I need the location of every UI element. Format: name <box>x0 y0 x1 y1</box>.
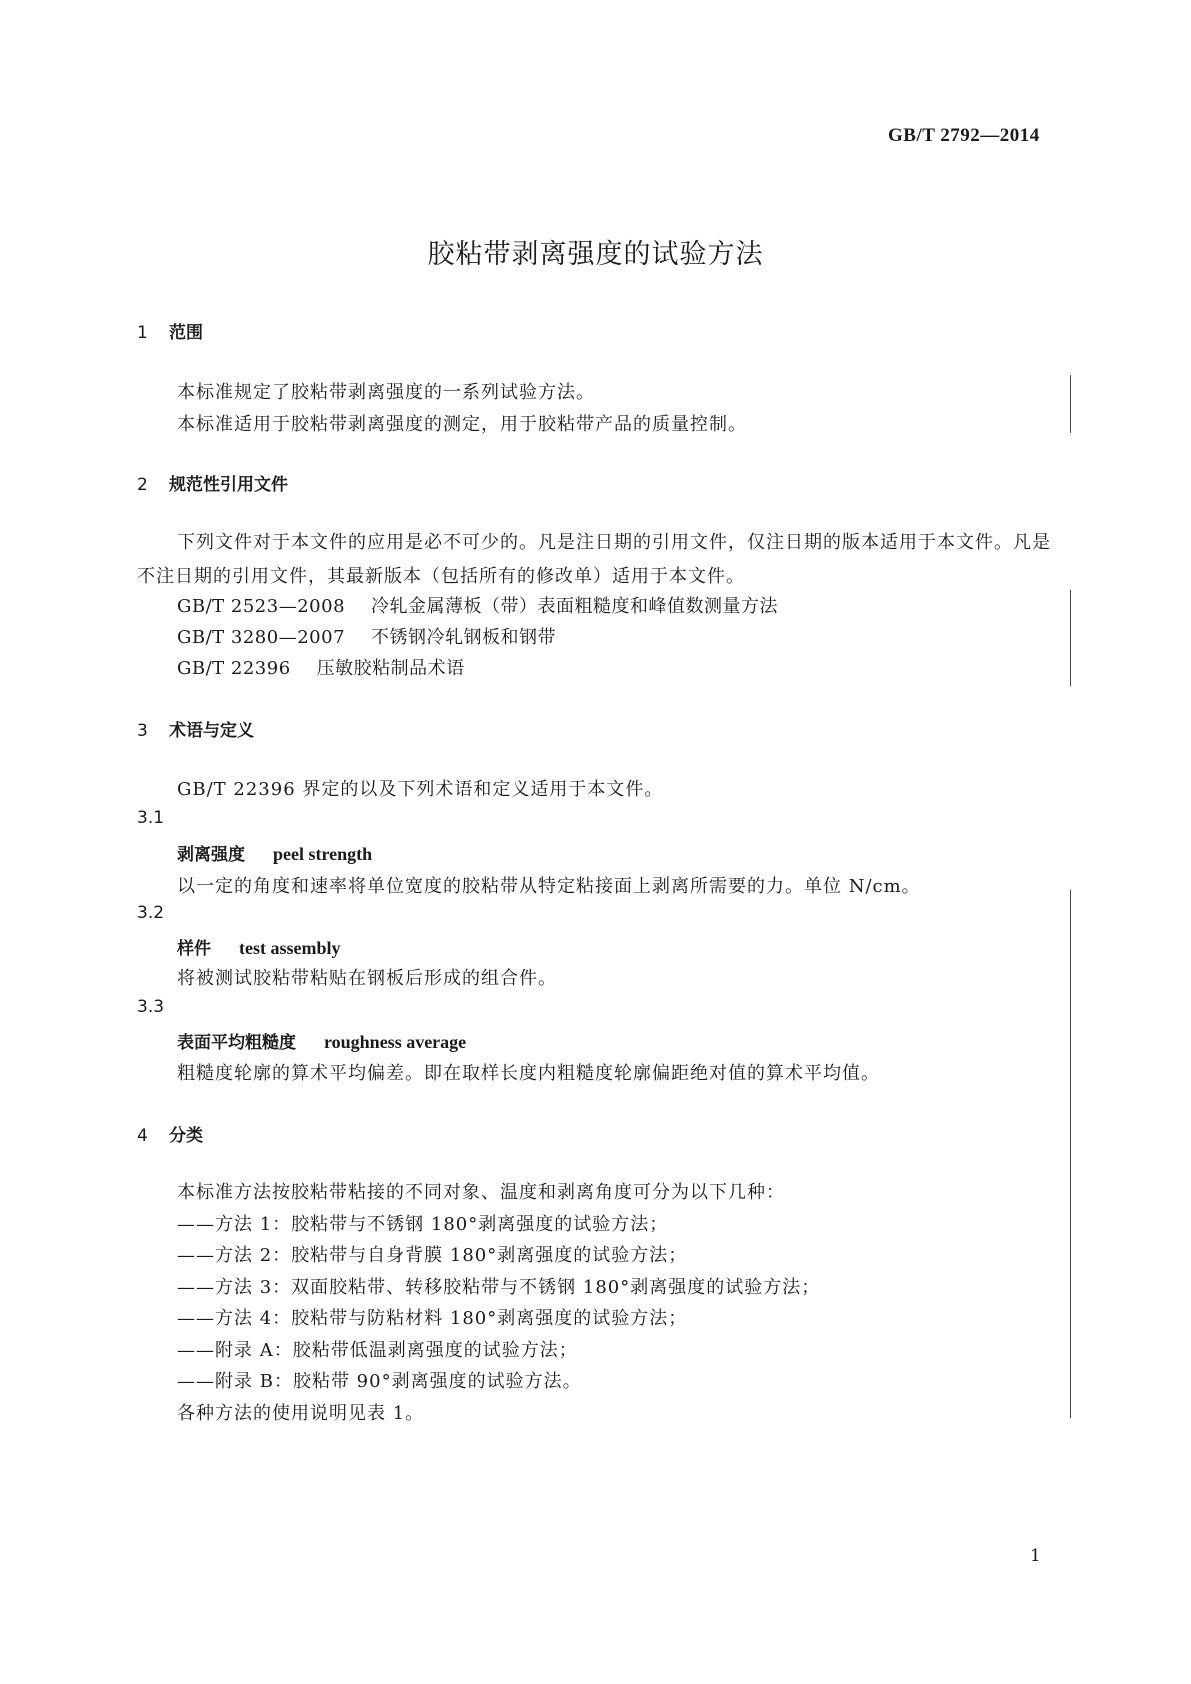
standard-number: GB/T 2792—2014 <box>888 125 1040 146</box>
clause-number: 3.3 <box>137 997 165 1017</box>
change-bar <box>1070 375 1071 433</box>
term-zh: 表面平均粗糙度 <box>177 1033 296 1053</box>
reference-code: GB/T 22396 <box>177 658 291 679</box>
term-definition: 粗糙度轮廓的算术平均偏差。即在取样长度内粗糙度轮廓偏距绝对值的算术平均值。 <box>177 1063 880 1084</box>
list-item: ——方法 2：胶粘带与自身背膜 180°剥离强度的试验方法； <box>177 1245 688 1266</box>
term-en: test assembly <box>239 938 341 958</box>
section-title: 分类 <box>169 1126 203 1146</box>
clause-number: 3.2 <box>137 903 165 923</box>
term-zh: 样件 <box>177 939 211 959</box>
section-number: 2 <box>137 475 148 495</box>
reference-item <box>177 654 465 680</box>
section-number: 1 <box>137 323 148 343</box>
paragraph: 本标准规定了胶粘带剥离强度的一系列试验方法。 <box>177 382 595 403</box>
document-title: 胶粘带剥离强度的试验方法 <box>427 239 764 270</box>
section-1-heading <box>137 318 203 343</box>
section-4-heading <box>137 1121 203 1146</box>
section-2-heading <box>137 470 288 495</box>
term-entry <box>177 934 341 959</box>
list-item: ——附录 A：胶粘带低温剥离强度的试验方法； <box>177 1340 578 1361</box>
reference-title: 不锈钢冷轧钢板和钢带 <box>371 627 557 648</box>
section-title: 范围 <box>169 323 203 343</box>
paragraph: 各种方法的使用说明见表 1。 <box>177 1403 425 1424</box>
page-number: 1 <box>1030 1546 1041 1566</box>
term-definition: 将被测试胶粘带粘贴在钢板后形成的组合件。 <box>177 968 557 989</box>
reference-code: GB/T 2523—2008 <box>177 596 346 617</box>
reference-item <box>177 592 778 618</box>
section-title: 规范性引用文件 <box>169 475 288 495</box>
term-entry <box>177 1028 466 1053</box>
list-item: ——方法 3：双面胶粘带、转移胶粘带与不锈钢 180°剥离强度的试验方法； <box>177 1277 821 1298</box>
paragraph: GB/T 22396 界定的以及下列术语和定义适用于本文件。 <box>177 779 664 800</box>
term-definition: 以一定的角度和速率将单位宽度的胶粘带从特定粘接面上剥离所需要的力。单位 N/cm。 <box>177 876 921 897</box>
paragraph: 本标准方法按胶粘带粘接的不同对象、温度和剥离角度可分为以下几种： <box>177 1182 785 1203</box>
list-item: ——附录 B：胶粘带 90°剥离强度的试验方法。 <box>177 1371 582 1392</box>
section-number: 4 <box>137 1126 148 1146</box>
reference-code: GB/T 3280—2007 <box>177 627 346 648</box>
section-number: 3 <box>137 721 148 741</box>
term-zh: 剥离强度 <box>177 845 245 865</box>
section-title: 术语与定义 <box>169 721 254 741</box>
list-item: ——方法 1：胶粘带与不锈钢 180°剥离强度的试验方法； <box>177 1214 669 1235</box>
reference-title: 压敏胶粘制品术语 <box>316 658 465 679</box>
clause-number: 3.1 <box>137 808 165 828</box>
list-item: ——方法 4：胶粘带与防粘材料 180°剥离强度的试验方法； <box>177 1308 688 1329</box>
term-en: peel strength <box>273 844 373 864</box>
reference-item <box>177 623 556 649</box>
reference-title: 冷轧金属薄板（带）表面粗糙度和峰值数测量方法 <box>371 596 779 617</box>
term-entry <box>177 840 372 865</box>
paragraph: 本标准适用于胶粘带剥离强度的测定，用于胶粘带产品的质量控制。 <box>177 414 747 435</box>
section-3-heading <box>137 716 254 741</box>
paragraph: 下列文件对于本文件的应用是必不可少的。凡是注日期的引用文件，仅注日期的版本适用于本文件。凡是不注日期的引用文件，其最新版本（包括所有的修改单）适用于本文件。 <box>137 532 1051 587</box>
change-bar <box>1070 590 1071 686</box>
term-en: roughness average <box>324 1032 467 1052</box>
change-bar <box>1070 890 1071 1418</box>
